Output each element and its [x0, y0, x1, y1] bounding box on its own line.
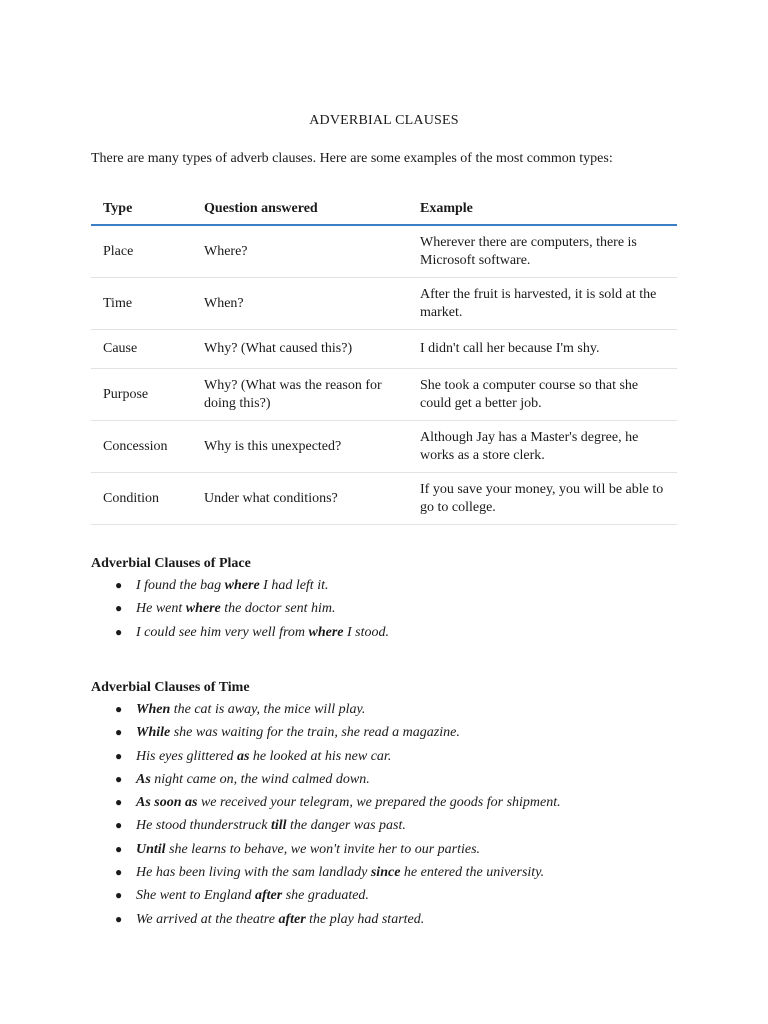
cell-question: Why? (What was the reason for doing this?) [192, 369, 408, 421]
cell-example: Wherever there are computers, there is Microsoft software. [408, 225, 677, 278]
bullet-icon: ● [115, 795, 123, 810]
conjunction-keyword: where [224, 578, 260, 593]
bullet-icon: ● [115, 818, 123, 833]
example-text-before: She went to England [136, 888, 255, 904]
conjunction-keyword: where [308, 624, 344, 640]
list-item [91, 621, 389, 644]
table-header-row [91, 193, 677, 225]
conjunction-keyword: till [270, 818, 287, 834]
example-text-before: I could see him very well from [136, 624, 309, 640]
header-example: Example [408, 193, 677, 225]
header-question: Question answered [192, 193, 408, 225]
cell-example: She took a computer course so that she could get a better job. [408, 369, 677, 421]
example-text-after: the cat is away, the mice will play. [170, 702, 366, 717]
example-text-after: I had left it. [259, 578, 329, 593]
example-text-after: she was waiting for the train, she read a magazine. [170, 725, 460, 741]
conjunction-keyword: where [185, 601, 221, 617]
bullet-icon: ● [115, 865, 123, 880]
place-examples-list [91, 574, 389, 644]
cell-question: Where? [192, 225, 408, 278]
conjunction-keyword: after [255, 888, 283, 904]
example-text-after: she graduated. [282, 888, 369, 904]
table-row [91, 369, 677, 421]
bullet-icon: ● [115, 702, 123, 716]
cell-question: Why? (What caused this?) [192, 330, 408, 369]
example-text-after: the play had started. [305, 911, 425, 927]
list-item [91, 574, 389, 597]
example-text-after: the danger was past. [286, 818, 406, 834]
conjunction-keyword: since [370, 865, 401, 881]
example-text-after: he entered the university. [400, 865, 545, 881]
example-text-after: I stood. [343, 624, 389, 640]
time-section-heading: Adverbial Clauses of Time [91, 680, 250, 695]
conjunction-keyword: When [136, 702, 171, 717]
header-type: Type [91, 193, 192, 225]
example-text-after: the doctor sent him. [220, 601, 336, 617]
list-item [91, 698, 561, 721]
bullet-icon: ● [115, 748, 123, 763]
cell-type: Time [91, 278, 192, 330]
bullet-icon: ● [115, 841, 123, 856]
bullet-icon: ● [115, 771, 123, 786]
conjunction-keyword: While [136, 725, 171, 741]
cell-type [91, 421, 192, 473]
example-text-after: night came on, the wind calmed down. [150, 771, 370, 787]
cell-type: Place [91, 225, 192, 278]
example-text-after: she learns to behave, we won't invite her to our parties. [165, 841, 481, 857]
bullet-icon: ● [115, 888, 123, 903]
cell-question: When? [192, 278, 408, 330]
list-item [91, 597, 389, 620]
conjunction-keyword: as [236, 748, 250, 764]
list-item [91, 838, 561, 861]
conjunction-keyword: Until [136, 841, 166, 857]
conjunction-keyword: As soon as [136, 795, 198, 811]
time-examples-list [91, 698, 561, 931]
table-row [91, 473, 677, 525]
cell-example: If you save your money, you will be able to go to college. [408, 473, 677, 525]
document-title: ADVERBIAL CLAUSES [309, 113, 459, 128]
example-text-before: His eyes glittered [136, 748, 237, 764]
cell-type-text: Concession [103, 438, 168, 454]
cell-example: After the fruit is harvested, it is sold at the market. [408, 278, 677, 330]
example-text-after: he looked at his new car. [249, 748, 392, 764]
bullet-icon: ● [115, 578, 123, 592]
cell-question: Under what conditions? [192, 473, 408, 525]
intro-paragraph: There are many types of adverb clauses. Here are some examples of the most common types: [91, 151, 613, 166]
cell-type: Cause [91, 330, 192, 369]
example-text-before: We arrived at the theatre [136, 911, 279, 927]
example-text-before: I found the bag [136, 578, 225, 593]
table-row [91, 278, 677, 330]
list-item [91, 745, 561, 768]
bullet-icon: ● [115, 624, 123, 639]
cell-type: Purpose [91, 369, 192, 421]
table-row [91, 421, 677, 473]
conjunction-keyword: As [136, 771, 151, 787]
cell-type: Condition [91, 473, 192, 525]
list-item [91, 884, 561, 907]
adverb-clause-types-table [91, 193, 677, 525]
place-section-heading: Adverbial Clauses of Place [91, 556, 251, 571]
cell-question: Why is this unexpected? [192, 421, 408, 473]
table-row [91, 330, 677, 369]
example-text-before: He went [136, 601, 186, 617]
bullet-icon: ● [115, 601, 123, 616]
list-item [91, 768, 561, 791]
example-text-before: He has been living with the sam landlady [136, 865, 371, 881]
list-item [91, 791, 561, 814]
list-item [91, 814, 561, 837]
bullet-icon: ● [115, 725, 123, 740]
list-item [91, 721, 561, 744]
list-item [91, 908, 561, 931]
example-text-before: He stood thunderstruck [136, 818, 271, 834]
bullet-icon: ● [115, 911, 123, 926]
conjunction-keyword: after [278, 911, 306, 927]
example-text-after: we received your telegram, we prepared the goods for shipment. [197, 795, 561, 811]
cell-example: Although Jay has a Master's degree, he works as a store clerk. [408, 421, 677, 473]
cell-example: I didn't call her because I'm shy. [408, 330, 677, 369]
list-item [91, 861, 561, 884]
table-row [91, 225, 677, 278]
